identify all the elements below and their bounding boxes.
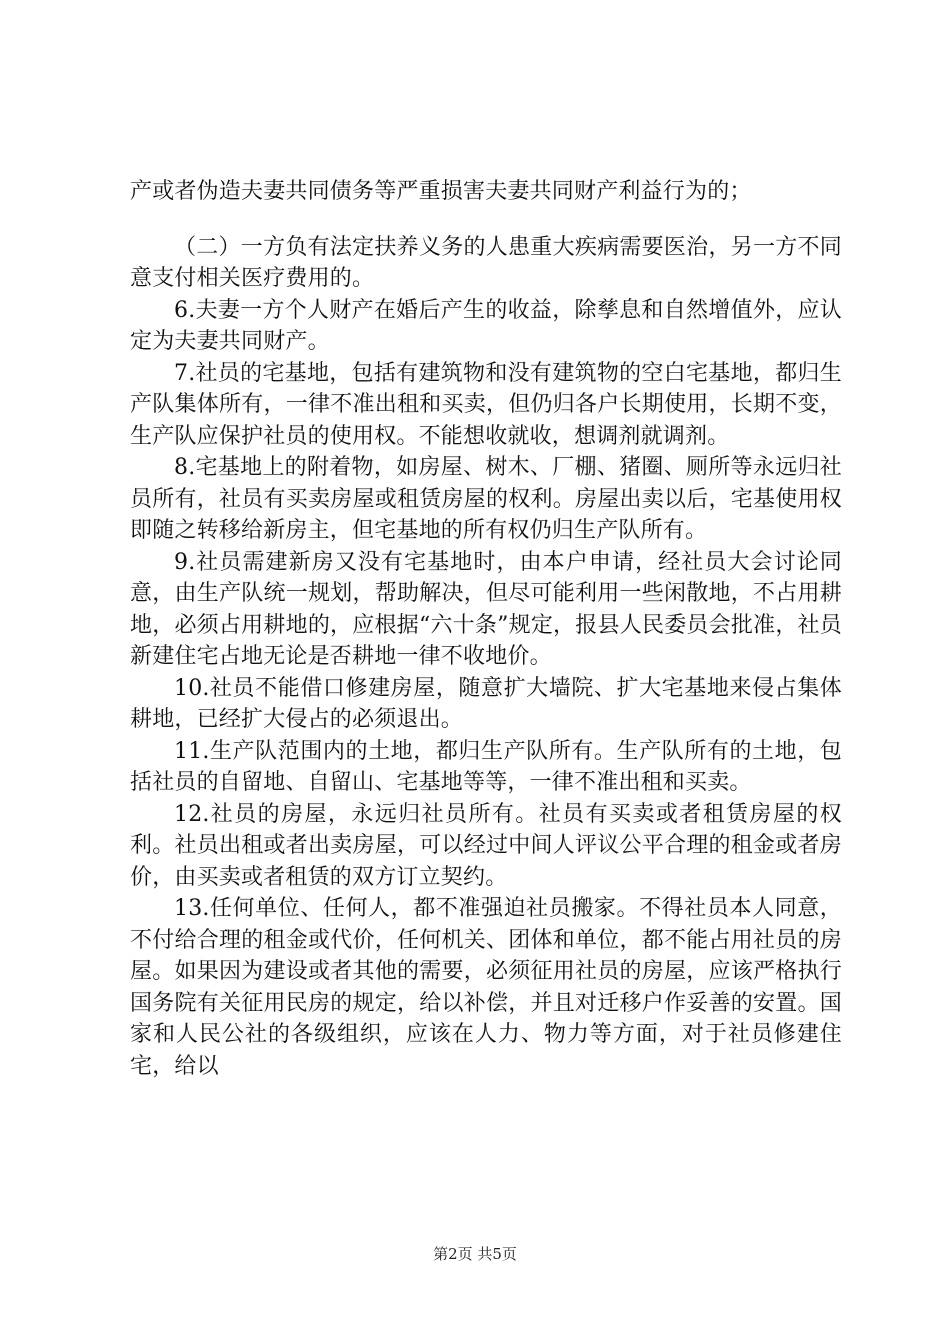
paragraph-item-7: 7.社员的宅基地，包括有建筑物和没有建筑物的空白宅基地，都归生产队集体所有，一律不准出租和买卖，但仍归各户长期使用，长期不变，生产队应保护社员的使用权。不能想收就收，想调剂就调剂。 <box>130 360 842 449</box>
paragraph-item-9: 9.社员需建新房又没有宅基地时，由本户申请，经社员大会讨论同意，由生产队统一规划，帮助解决，但尽可能利用一些闲散地，不占用耕地，必须占用耕地的，应根据“六十条”规定，报县人民委员会批准，社员新建住宅占地无论是否耕地一律不收地价。 <box>130 549 842 669</box>
paragraph-clause-2: （二）一方负有法定扶养义务的人患重大疾病需要医治，另一方不同意支付相关医疗费用的。 <box>130 234 842 291</box>
paragraph-continued: 产或者伪造夫妻共同债务等严重损害夫妻共同财产利益行为的； <box>130 179 752 204</box>
paragraph-item-10: 10.社员不能借口修建房屋，随意扩大墙院、扩大宅基地来侵占集体耕地，已经扩大侵占的必须退出。 <box>130 675 842 732</box>
paragraph-item-6: 6.夫妻一方个人财产在婚后产生的收益，除孳息和自然增值外，应认定为夫妻共同财产。 <box>130 297 842 354</box>
paragraph-item-13: 13.任何单位、任何人，都不准强迫社员搬家。不得社员本人同意，不付给合理的租金或代价，任何机关、团体和单位，都不能占用社员的房屋。如果因为建设或者其他的需要，必须征用社员的房屋，应该严格执行国务院有关征用民房的规定，给以补偿，并且对迁移户作妥善的安置。国家和人民公社的各级组织，应该在人力、物力等方面，对于社员修建住宅，给以 <box>130 896 842 1079</box>
page-number-footer: 第2页 共5页 <box>433 1245 517 1263</box>
paragraph-item-11: 11.生产队范围内的土地，都归生产队所有。生产队所有的土地，包括社员的自留地、自留山、宅基地等等，一律不准出租和买卖。 <box>130 738 842 795</box>
paragraph-item-12: 12.社员的房屋，永远归社员所有。社员有买卖或者租赁房屋的权利。社员出租或者出卖房屋，可以经过中间人评议公平合理的租金或者房价，由买卖或者租赁的双方订立契约。 <box>130 801 842 890</box>
document-body <box>130 176 842 1082</box>
paragraph-item-8: 8.宅基地上的附着物，如房屋、树木、厂棚、猪圈、厕所等永远归社员所有，社员有买卖房屋或租赁房屋的权利。房屋出卖以后，宅基使用权即随之转移给新房主，但宅基地的所有权仍归生产队所有。 <box>130 455 842 543</box>
